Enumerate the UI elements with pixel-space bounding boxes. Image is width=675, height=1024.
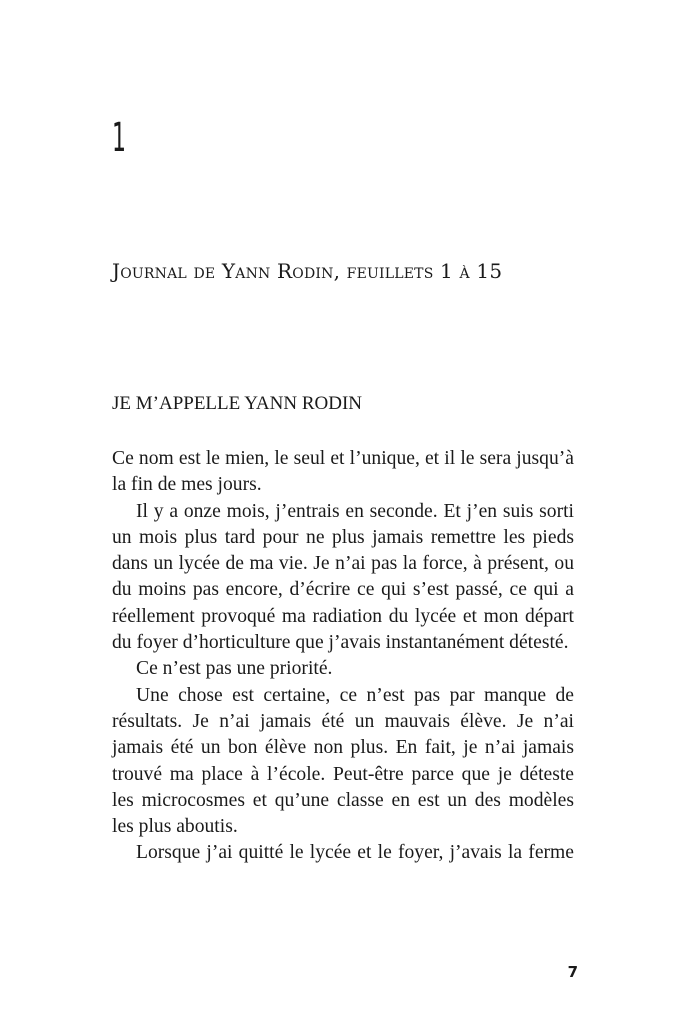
body-text (112, 446, 574, 867)
paragraph: Une chose est certaine, ce n’est pas par manque de résultats. Je n’ai jamais été un mauvais élève. Je n’ai jamais été un bon élève non plus. En fait, je n’ai jamais trouvé ma place à l’école. Peut-être parce que je déteste les microcosmes et qu’une classe en est un des modèles les plus aboutis. (112, 684, 574, 838)
chapter-number: 1 (112, 115, 126, 161)
paragraph: Lorsque j’ai quitté le lycée et le foyer, j’avais la ferme (136, 842, 574, 864)
paragraph: Il y a onze mois, j’entrais en seconde. Et j’en suis sorti un mois plus tard pour ne plus jamais remettre les pieds dans un lycée de ma vie. Je n’ai pas la force, à présent, ou du moins pas encore, d’écrire ce qui s’est passé, ce qui a réellement provoqué ma radiation du lycée et mon départ du foyer d’horticulture que j’avais instantanément détesté. (112, 500, 574, 654)
paragraph: Ce nom est le mien, le seul et l’unique, et il le sera jusqu’à la fin de mes jours. (112, 448, 574, 496)
page-number: 7 (567, 963, 578, 981)
section-heading: JE M’APPELLE YANN RODIN (112, 393, 362, 414)
paragraph: Ce n’est pas une priorité. (136, 658, 333, 680)
chapter-title: Journal de Yann Rodin, feuillets 1 à 15 (112, 259, 503, 283)
